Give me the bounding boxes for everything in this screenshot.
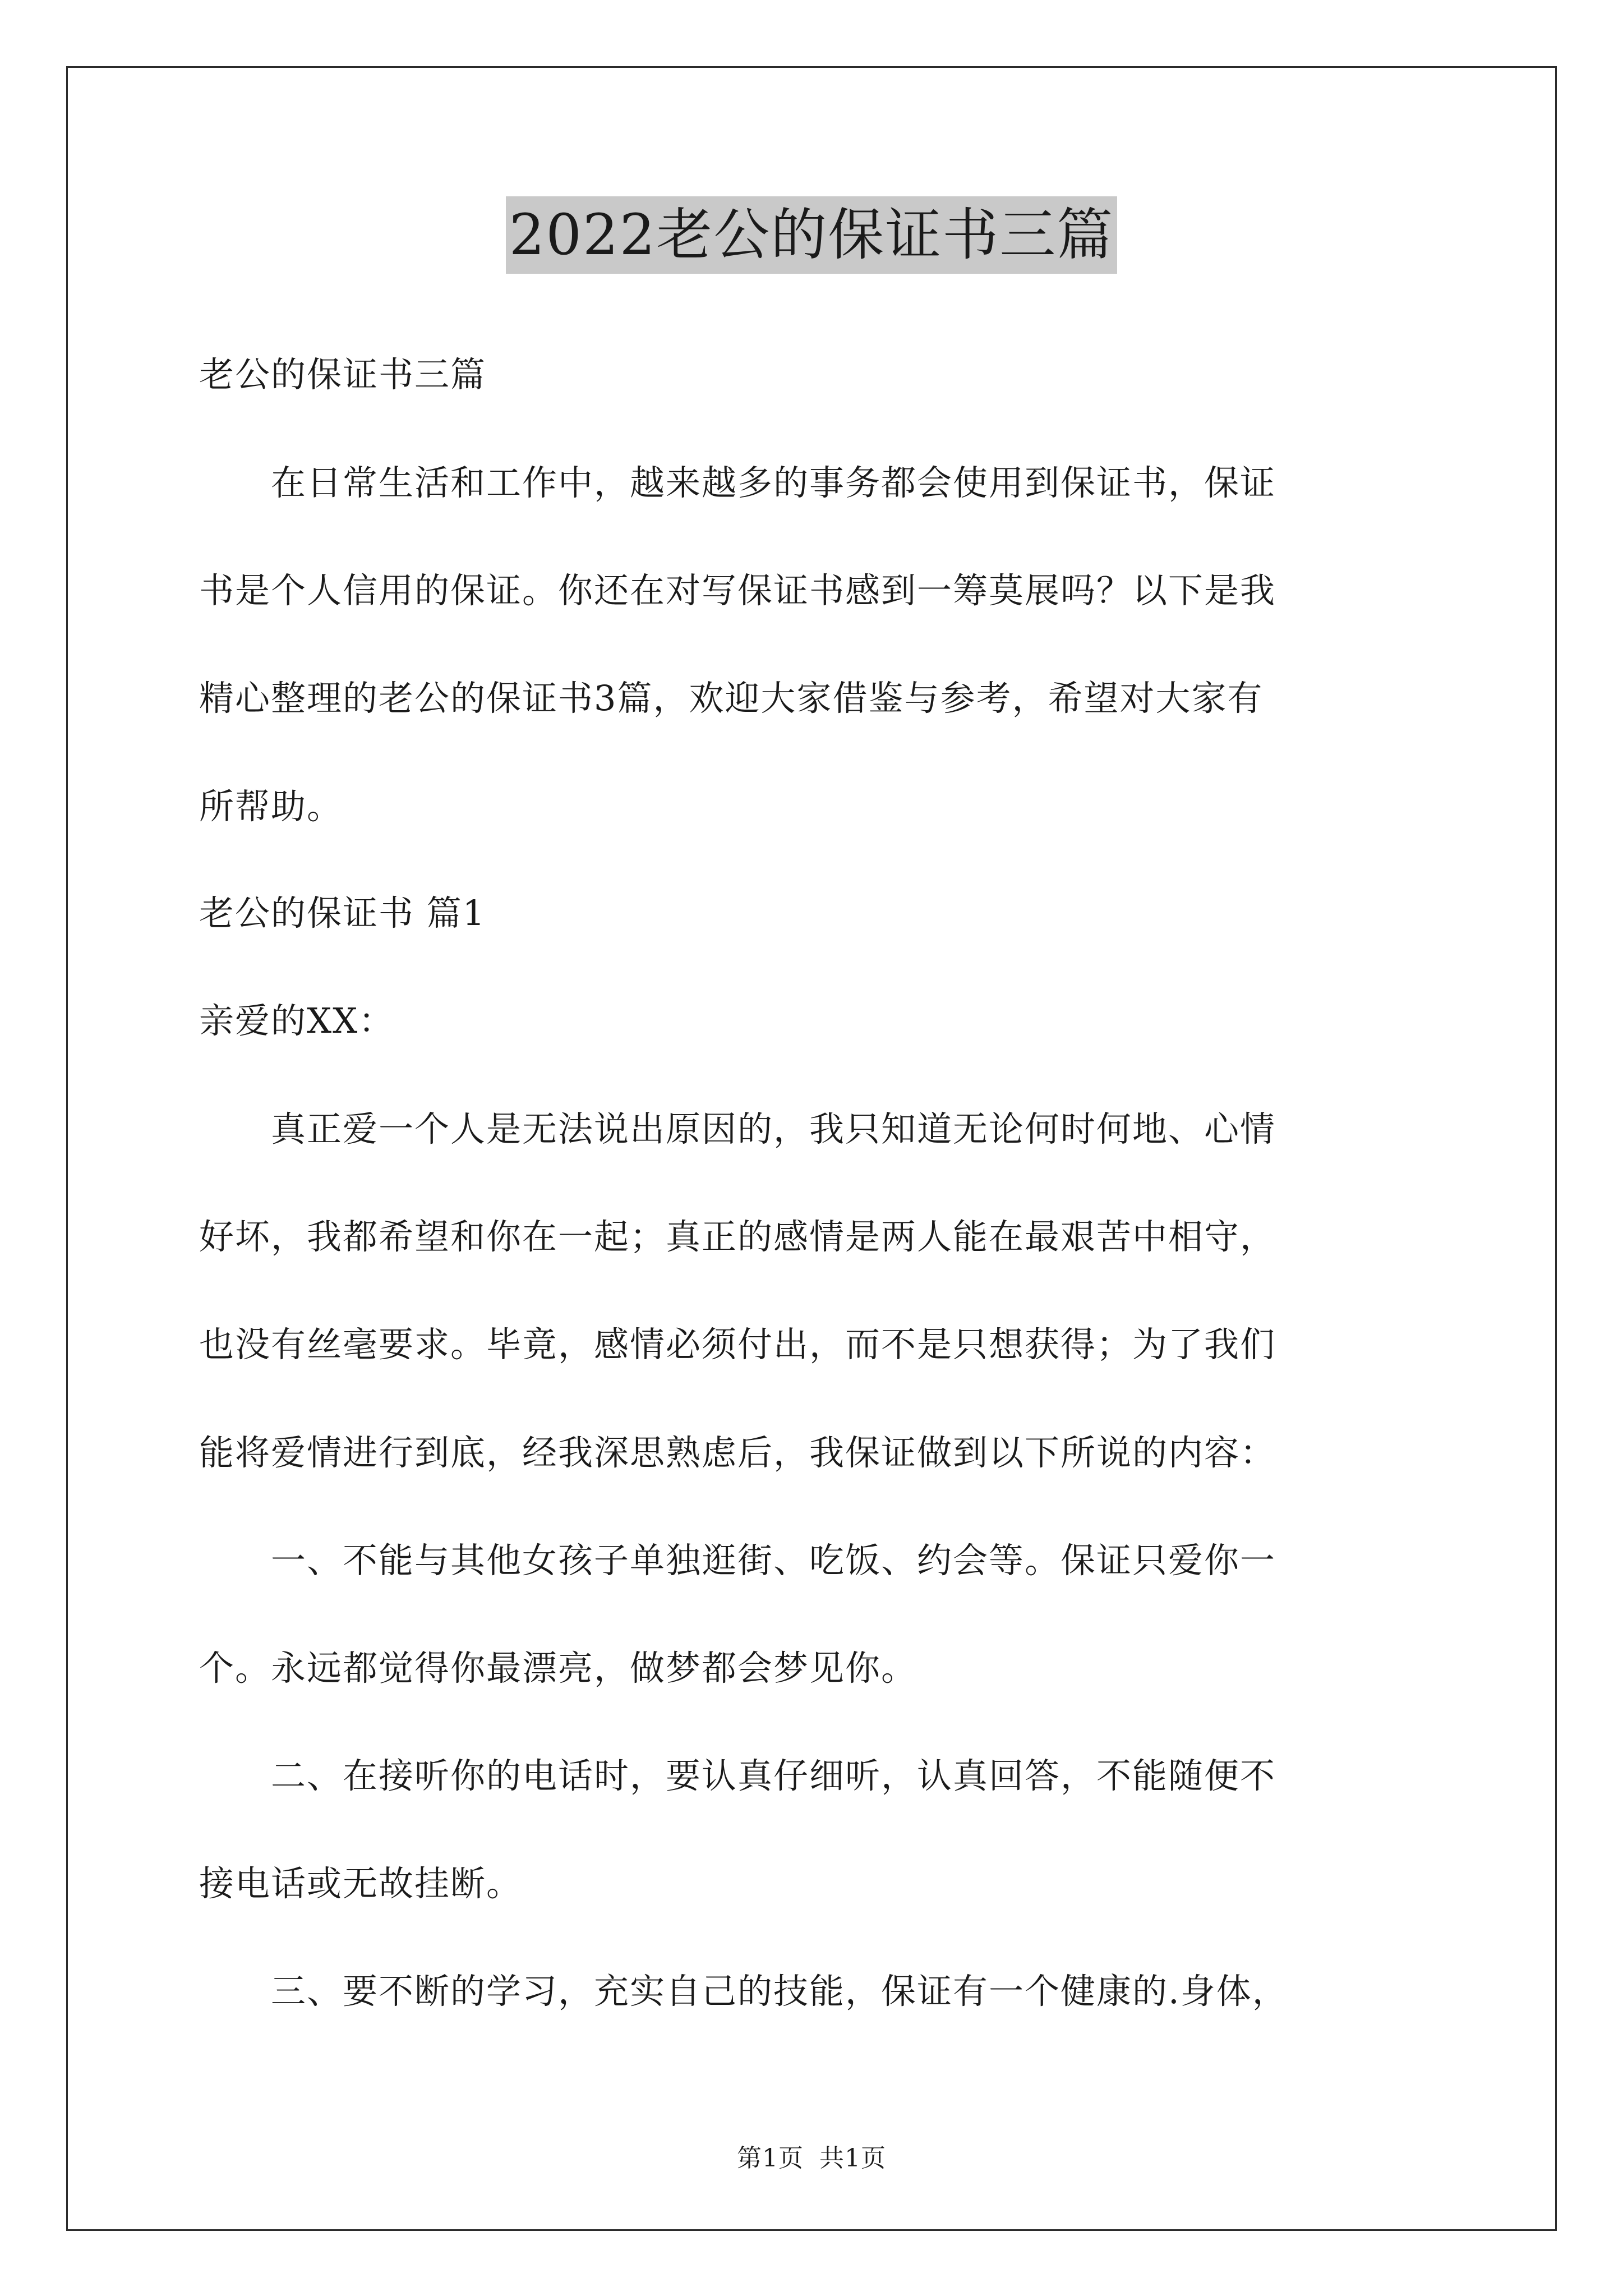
title-container (0, 196, 1623, 274)
text-line: 亲爱的XX： (199, 1000, 395, 1041)
text-line: 精心整理的老公的保证书3篇，欢迎大家借鉴与参考，希望对大家有 (199, 678, 1264, 719)
text-line: 接电话或无故挂断。 (199, 1863, 523, 1904)
text-line: 个。永远都觉得你最漂亮，做梦都会梦见你。 (199, 1648, 917, 1688)
text-line: 老公的保证书三篇 (199, 354, 487, 395)
text-line: 二、在接听你的电话时，要认真仔细听，认真回答，不能随便不 (199, 1755, 1276, 1796)
text-line: 三、要不断的学习，充实自己的技能，保证有一个健康的.身体， (199, 1971, 1288, 2012)
text-line: 老公的保证书 篇1 (199, 892, 486, 933)
text-line: 一、不能与其他女孩子单独逛街、吃饭、约会等。保证只爱你一 (199, 1540, 1276, 1581)
text-line: 也没有丝毫要求。毕竟，感情必须付出，而不是只想获得；为了我们 (199, 1324, 1276, 1365)
page-total: 共1页 (819, 2144, 886, 2173)
page-number: 第1页 (737, 2144, 804, 2173)
text-line: 所帮助。 (199, 786, 343, 827)
text-line: 在日常生活和工作中，越来越多的事务都会使用到保证书，保证 (199, 462, 1276, 503)
text-line: 好坏，我都希望和你在一起；真正的感情是两人能在最艰苦中相守， (199, 1216, 1276, 1257)
page-footer (0, 2142, 1623, 2175)
text-line: 真正爱一个人是无法说出原因的，我只知道无论何时何地、心情 (199, 1108, 1276, 1149)
text-line: 能将爱情进行到底，经我深思熟虑后，我保证做到以下所说的内容： (199, 1432, 1276, 1473)
text-line: 书是个人信用的保证。你还在对写保证书感到一筹莫展吗？以下是我 (199, 570, 1276, 611)
document-title: 2022老公的保证书三篇 (506, 196, 1118, 274)
